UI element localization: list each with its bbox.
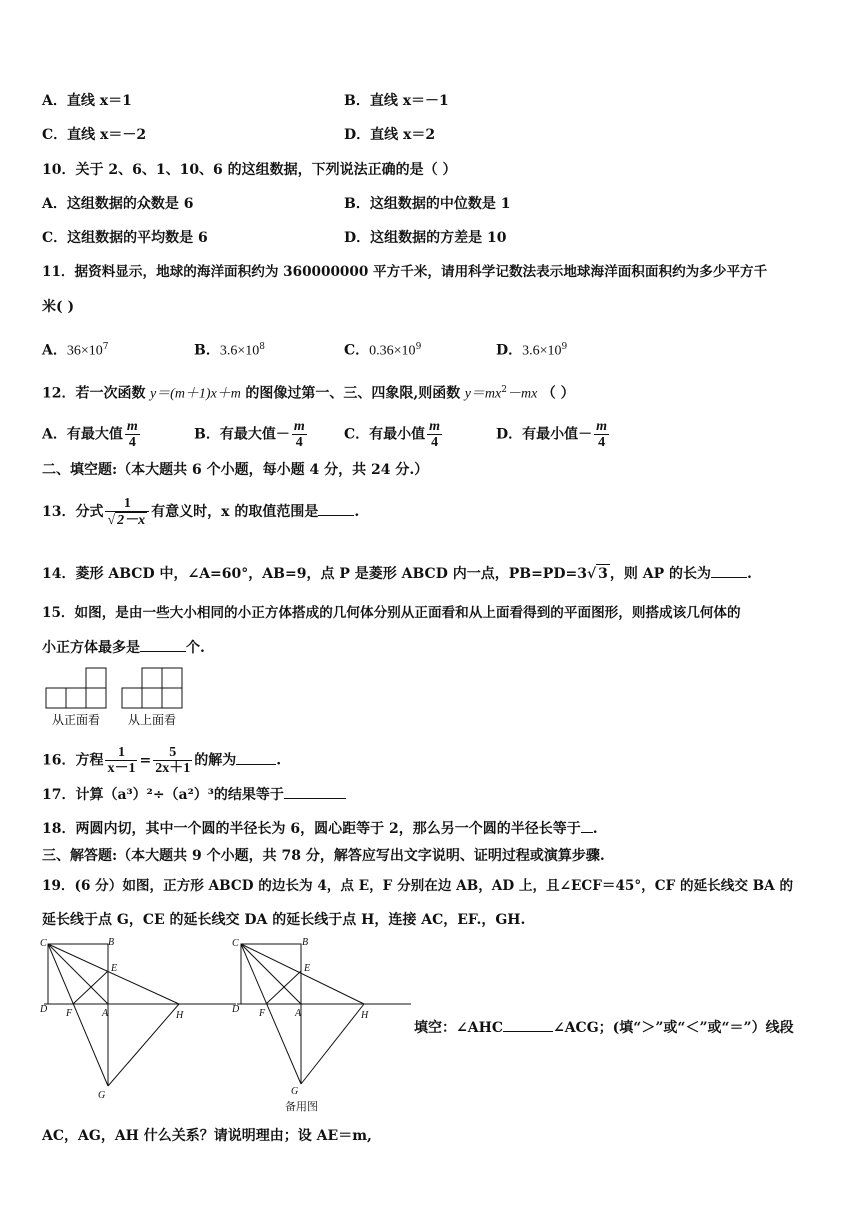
fraction-numerator: 1 xyxy=(117,745,125,760)
q15-line2 xyxy=(42,639,205,657)
q12-option-b-text: B．有最大值－ xyxy=(194,426,290,443)
q19-fill-a: 填空：∠AHC xyxy=(414,1020,503,1036)
q11-option-c-exp: 9 xyxy=(415,342,422,352)
q11-option-b-value: 3.6×10 xyxy=(219,343,260,359)
fraction-numerator: m xyxy=(126,419,138,434)
q11-option-a-label: A． xyxy=(42,342,67,359)
point-label-b: B xyxy=(108,937,115,948)
q12-stem-c: （ ） xyxy=(541,385,575,402)
q12-option-a-fraction xyxy=(125,419,140,450)
q15-views-figure xyxy=(42,664,212,730)
q14-end: . xyxy=(747,566,752,582)
q10-option-a: A．这组数据的众数是 6 xyxy=(42,196,194,212)
backup-line-cg xyxy=(241,944,301,1084)
q14: 14．菱形 ABCD 中，∠A=60°，AB=9，点 P 是菱形 ABCD 内一点，PB=PD=3√ 3 ，则 AP 的长为 . xyxy=(42,566,752,582)
sqrt-radicand: 2－x xyxy=(117,513,146,528)
top-view-label: 从上面看 xyxy=(128,713,177,727)
q13-text-a: 13．分式 xyxy=(42,504,104,520)
q12-stem-b: 的图像过第一、三、四象限,则函数 xyxy=(245,385,461,402)
fraction-denominator: x－1 xyxy=(107,761,136,776)
answer-blank[interactable] xyxy=(581,820,593,833)
q12-option-a xyxy=(42,419,142,450)
q11-option-b-exp: 8 xyxy=(259,342,265,352)
q11-option-c-label: C． xyxy=(344,342,370,359)
q14-sqrt-radicand: 3 xyxy=(598,566,608,582)
backup-line-gh xyxy=(301,1004,364,1084)
q16-fraction-1 xyxy=(105,745,137,776)
front-view-grid xyxy=(46,668,106,708)
q13-end: . xyxy=(354,504,360,520)
q11-option-d-label: D． xyxy=(496,342,523,359)
q11-stem-line2: 米( ) xyxy=(42,299,75,315)
q12-stem-a: 12．若一次函数 xyxy=(42,385,146,402)
front-view-cell xyxy=(86,668,106,688)
q11-option-d-exp: 9 xyxy=(561,342,568,352)
front-view-cell xyxy=(86,688,106,708)
q19-fill-b: ∠ACG；(填“＞”或“＜”或“＝”）线段 xyxy=(552,1020,794,1036)
backup-label-c: C xyxy=(232,938,239,949)
q11-option-a xyxy=(42,338,109,361)
q10-stem: 10．关于 2、6、1、10、6 的这组数据，下列说法正确的是（ ） xyxy=(42,162,457,178)
q17-text: 17．计算（a³）²÷（a²）³的结果等于 xyxy=(42,787,284,803)
q12-option-b-fraction xyxy=(292,419,307,450)
point-label-e: E xyxy=(111,963,118,974)
point-label-d: D xyxy=(40,1004,48,1015)
answer-blank[interactable] xyxy=(318,503,354,516)
backup-line-ca xyxy=(241,944,301,1004)
front-view-cell xyxy=(46,688,66,708)
fraction-denominator: 4 xyxy=(427,434,442,450)
q11-option-d xyxy=(496,338,567,361)
q14-text-a: 14．菱形 ABCD 中，∠A=60°，AB=9，点 P 是菱形 ABCD 内一点，PB=PD=3 xyxy=(42,566,587,582)
q9-option-c: C．直线 x＝－2 xyxy=(42,127,147,143)
q18 xyxy=(42,820,598,838)
q10-option-b: B．这组数据的中位数是 1 xyxy=(344,196,511,212)
top-view-grid xyxy=(122,668,182,708)
q16-end: . xyxy=(276,752,282,769)
line-ca xyxy=(48,944,108,1004)
q12-stem xyxy=(42,381,575,404)
q11-option-a-exp: 7 xyxy=(102,342,109,352)
q14-text-b: ，则 AP 的长为 xyxy=(609,566,712,582)
point-label-c: C xyxy=(40,938,47,949)
top-view-cell xyxy=(162,668,182,688)
q18-end: . xyxy=(592,821,598,837)
front-view-cell xyxy=(66,688,86,708)
point-label-g: G xyxy=(98,1090,106,1101)
front-view-label: 从正面看 xyxy=(52,713,101,727)
backup-label-h: H xyxy=(361,1010,369,1021)
q15-line1: 15．如图，是由一些大小相同的小正方体搭成的几何体分别从正面看和从上面看得到的平面图形，则搭成该几何体的 xyxy=(42,605,741,621)
q15-line2-b: 个. xyxy=(186,640,205,656)
q19-line1: 19．(6 分）如图，正方形 ABCD 的边长为 4，点 E，F 分别在边 AB，AD 上，且∠ECF＝45°，CF 的延长线交 BA 的 xyxy=(42,878,794,894)
top-view-cell xyxy=(162,688,182,708)
q11-option-b xyxy=(194,338,265,361)
q11-option-d-value: 3.6×10 xyxy=(522,343,562,359)
q17 xyxy=(42,786,346,804)
fraction-numerator: m xyxy=(596,419,608,434)
backup-figure-label: 备用图 xyxy=(285,1100,318,1113)
q16 xyxy=(42,745,281,776)
q10-option-d: D．这组数据的方差是 10 xyxy=(344,230,507,246)
q12-func1: y＝(m＋1)x＋m xyxy=(149,386,241,402)
q13-text-b: 有意义时，x 的取值范围是 xyxy=(151,504,319,520)
top-view-cell xyxy=(122,688,142,708)
q16-fraction-2 xyxy=(153,745,192,776)
q9-option-d: D．直线 x＝2 xyxy=(344,127,436,143)
q12-option-c xyxy=(344,419,444,450)
fraction-numerator: m xyxy=(293,419,305,434)
top-view-cell xyxy=(142,688,162,708)
q13 xyxy=(42,496,359,528)
fraction-denominator: 4 xyxy=(594,434,609,450)
q12-option-c-text: C．有最小值 xyxy=(344,426,426,443)
q12-option-a-text: A．有最大值 xyxy=(42,426,123,443)
q9-option-a: A．直线 x＝1 xyxy=(42,93,132,109)
answer-blank[interactable] xyxy=(284,786,346,799)
q19-line2: 延长线于点 G，CE 的延长线交 DA 的延长线于点 H，连接 AC，EF.，GH. xyxy=(42,912,526,928)
q12-option-d xyxy=(496,419,611,450)
q11-option-c xyxy=(344,338,421,361)
fraction-numerator: 5 xyxy=(169,745,177,760)
fraction-numerator: 1 xyxy=(123,496,131,511)
q16-text-a: 16．方程 xyxy=(42,752,104,769)
backup-label-f: F xyxy=(259,1008,266,1019)
q9-option-b: B．直线 x＝－1 xyxy=(344,93,449,109)
q12-func2-exp: 2 xyxy=(501,385,507,395)
fraction-denominator: √ 2－x xyxy=(105,511,149,528)
q18-text: 18．两圆内切，其中一个圆的半径长为 6，圆心距等于 2，那么另一个圆的半径长等于 xyxy=(42,821,581,837)
q12-option-c-fraction xyxy=(427,419,442,450)
backup-label-b: B xyxy=(302,937,309,948)
q11-option-c-value: 0.36×10 xyxy=(369,343,416,359)
q12-option-b xyxy=(194,419,309,450)
q11-option-a-value: 36×10 xyxy=(66,343,103,359)
q12-func2: y＝mx xyxy=(464,386,502,402)
top-view-cell xyxy=(142,668,162,688)
answer-blank[interactable] xyxy=(503,1019,553,1032)
point-label-h: H xyxy=(176,1010,184,1021)
fraction-denominator: 4 xyxy=(125,434,140,450)
q12-option-d-fraction xyxy=(594,419,609,450)
backup-label-a: A xyxy=(295,1008,302,1019)
point-label-a: A xyxy=(102,1008,109,1019)
section-2-heading: 二、填空题:（本大题共 6 个小题，每小题 4 分，共 24 分.） xyxy=(42,462,429,478)
q19-fill-blank-line xyxy=(414,1019,794,1037)
q15-line2-a: 小正方体最多是 xyxy=(42,640,140,656)
q10-option-c: C．这组数据的平均数是 6 xyxy=(42,230,208,246)
fraction-numerator: m xyxy=(429,419,441,434)
q16-equals: = xyxy=(139,752,152,769)
q16-text-b: 的解为 xyxy=(194,752,237,769)
q13-fraction xyxy=(105,496,149,528)
q12-func2-tail: －mx xyxy=(506,386,538,402)
fraction-denominator: 4 xyxy=(292,434,307,450)
answer-blank[interactable] xyxy=(140,639,186,652)
q19-line4: AC，AG，AH 什么关系？请说明理由；设 AE＝m, xyxy=(42,1128,372,1144)
backup-line-ch xyxy=(241,944,364,1004)
q11-stem-line1: 11．据资料显示，地球的海洋面积约为 360000000 平方千米，请用科学记数法表示地球海洋面积面积约为多少平方千 xyxy=(42,264,768,280)
backup-label-g: G xyxy=(291,1086,299,1097)
answer-blank[interactable] xyxy=(236,752,276,765)
line-cg xyxy=(48,944,108,1086)
fraction-denominator: 2x＋1 xyxy=(155,761,191,776)
q11-option-b-label: B． xyxy=(194,342,220,359)
q19-figure xyxy=(36,934,436,1114)
backup-label-e: E xyxy=(304,963,311,974)
section-3-heading: 三、解答题:（本大题共 9 个小题，共 78 分，解答应写出文字说明、证明过程或演算步骤. xyxy=(42,848,605,864)
backup-label-d: D xyxy=(232,1004,240,1015)
point-label-f: F xyxy=(66,1008,73,1019)
line-gh xyxy=(108,1004,179,1086)
q12-option-d-text: D．有最小值－ xyxy=(496,426,593,443)
line-ch xyxy=(48,944,179,1004)
answer-blank[interactable] xyxy=(711,565,747,578)
